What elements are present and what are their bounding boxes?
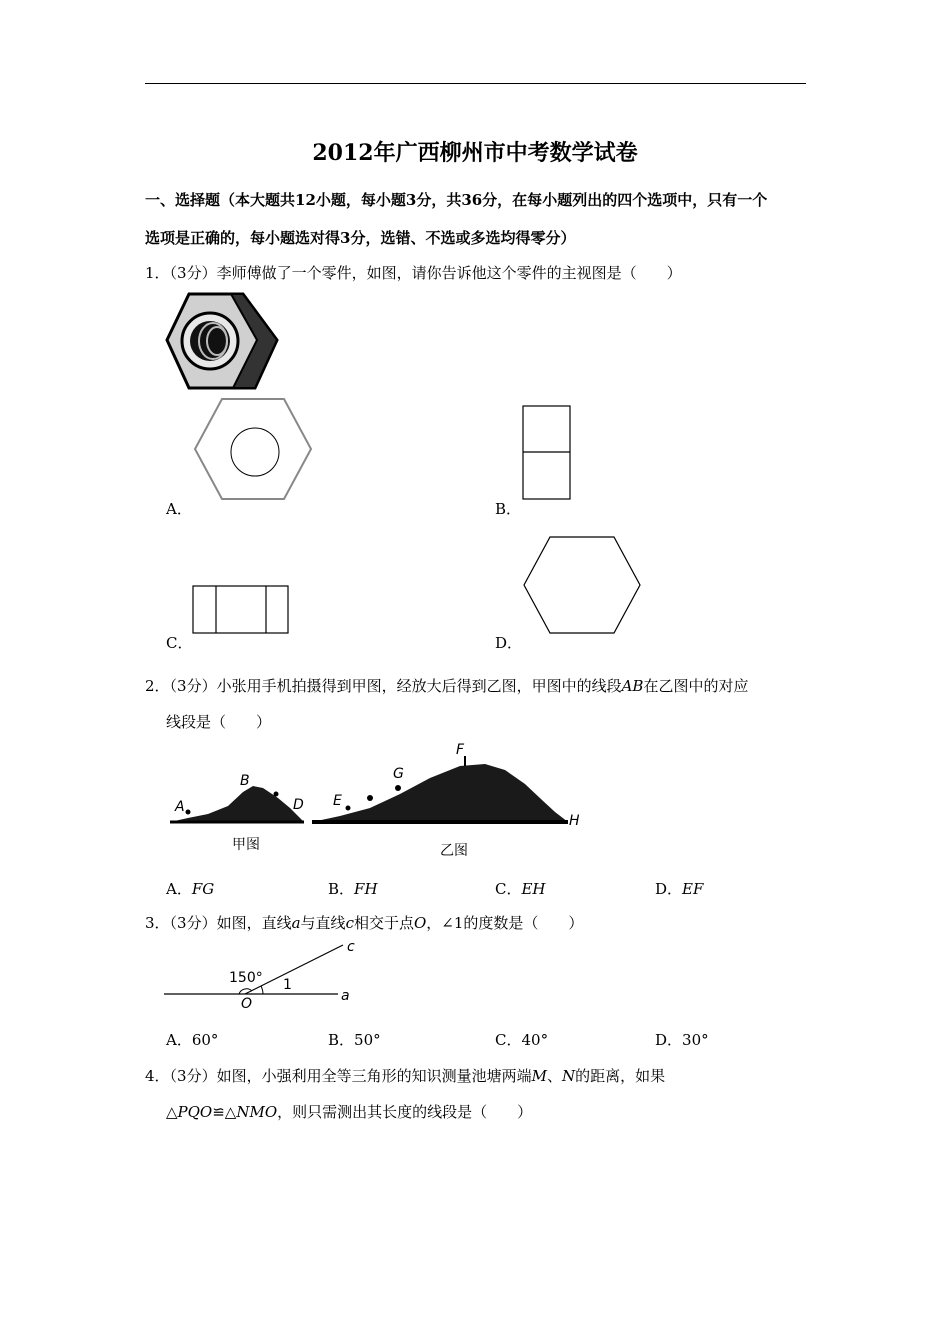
section-heading-line2: 选项是正确的，每小题选对得3分，选错、不选或多选均得零分）	[145, 229, 576, 247]
q1-option-d-figure	[523, 536, 641, 636]
q2-figure-yi	[310, 752, 575, 827]
q2-caption-jia: 甲图	[232, 837, 260, 853]
q2-point-g: G	[393, 766, 404, 782]
q3-text: 3．（3分）如图，直线a与直线c相交于点O，∠1的度数是（ ）	[145, 914, 584, 932]
q1-nut-figure	[165, 292, 280, 392]
page-title: 2012年广西柳州市中考数学试卷	[312, 140, 638, 166]
q3-line-c: c	[347, 939, 355, 955]
q3-option-c: C．40°	[495, 1031, 549, 1049]
q3-point-o: O	[241, 996, 253, 1012]
q1-option-b-figure	[522, 405, 572, 501]
q2-option-a: A．FG	[166, 880, 215, 898]
q2-caption-yi: 乙图	[440, 843, 468, 859]
q3-angle-1: 1	[283, 977, 292, 993]
q2-text-line1	[145, 675, 748, 696]
q2-point-e: E	[333, 793, 342, 809]
section-heading-line1: 一、选择题（本大题共12小题，每小题3分，共36分，在每小题列出的四个选项中，只有一个	[145, 191, 768, 209]
q3-option-a: A．60°	[166, 1031, 219, 1049]
q2-segment-ab: AB	[621, 677, 644, 695]
q2-point-h: H	[569, 813, 580, 829]
q3-option-b: B．50°	[328, 1031, 381, 1049]
q2-figure-jia	[168, 772, 308, 827]
q2-point-b: B	[240, 773, 250, 789]
q2-point-d: D	[293, 797, 304, 813]
q2-point-a: A	[175, 799, 185, 815]
q1-option-a-figure	[193, 397, 313, 502]
q2-text-line2: 线段是（ ）	[166, 713, 272, 731]
q2-text-b: 在乙图中的对应	[643, 677, 749, 695]
q1-option-c-label: C．	[166, 634, 193, 652]
q1-option-c-figure	[192, 585, 290, 635]
q2-option-d: D．EF	[655, 880, 704, 898]
q3-line-a: a	[341, 988, 350, 1004]
q4-text-line2: △PQO≌△NMO，则只需测出其长度的线段是（ ）	[166, 1103, 533, 1121]
q2-option-b: B．FH	[328, 880, 378, 898]
q2-text-a: 2．（3分）小张用手机拍摄得到甲图，经放大后得到乙图，甲图中的线段	[145, 677, 622, 695]
q3-angle-150: 150°	[229, 970, 263, 986]
q4-text-line1: 4．（3分）如图，小强利用全等三角形的知识测量池塘两端M、N的距离，如果	[145, 1067, 666, 1085]
q1-option-b-label: B．	[495, 500, 522, 518]
q1-text: 1．（3分）李师傅做了一个零件，如图，请你告诉他这个零件的主视图是（ ）	[145, 264, 682, 282]
q3-option-d: D．30°	[655, 1031, 709, 1049]
q1-option-d-label: D．	[495, 634, 523, 652]
q2-option-c: C．EH	[495, 880, 546, 898]
q2-point-f: F	[456, 742, 465, 758]
header-rule	[145, 83, 806, 84]
q1-option-a-label: A．	[166, 500, 192, 518]
